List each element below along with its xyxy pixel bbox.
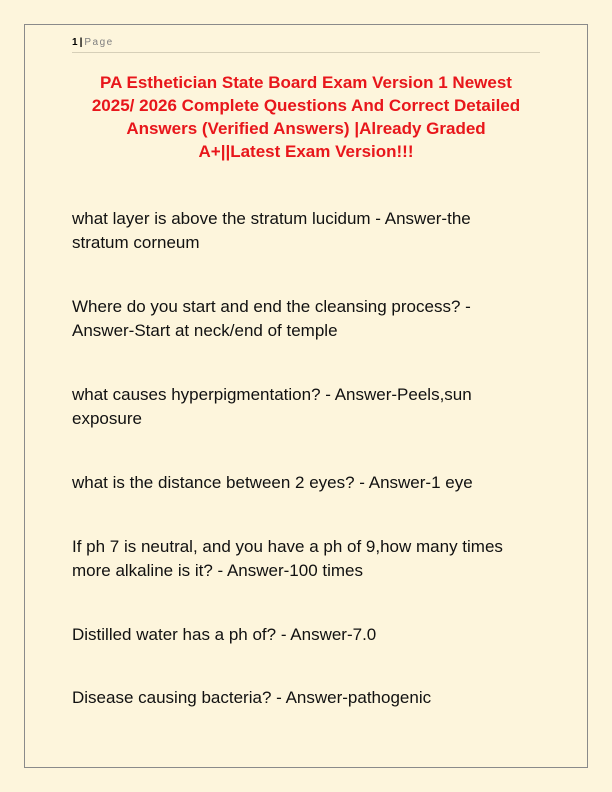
page-number: 1 [72,37,78,48]
qa-item [72,207,540,255]
qa-line: more alkaline is it? - Answer-100 times [72,561,364,580]
qa-item [72,623,540,647]
qa-line: stratum corneum [72,233,200,252]
qa-item [72,383,540,431]
title-line: PA Esthetician State Board Exam Version 1 Newest [100,73,512,92]
title-line: Answers (Verified Answers) |Already Graded [126,119,486,138]
qa-line: If ph 7 is neutral, and you have a ph of 9,how many times [72,537,503,556]
qa-line: Answer-Start at neck/end of temple [72,321,338,340]
qa-item [72,471,540,495]
qa-item [72,295,540,343]
title-line: A+||Latest Exam Version!!! [198,142,414,161]
page-header [72,36,540,53]
qa-line: what causes hyperpigmentation? - Answer-Peels,sun [72,385,472,404]
page-label: Page [84,37,114,48]
qa-line: what layer is above the stratum lucidum - Answer-the [72,209,471,228]
title-line: 2025/ 2026 Complete Questions And Correct Detailed [91,96,521,115]
qa-item [72,686,540,710]
qa-line: Distilled water has a ph of? - Answer-7.0 [72,625,377,644]
qa-line: Where do you start and end the cleansing process? - [72,297,471,316]
qa-item [72,535,540,583]
qa-line: what is the distance between 2 eyes? - Answer-1 eye [72,473,473,492]
qa-line: Disease causing bacteria? - Answer-pathogenic [72,688,432,707]
qa-line: exposure [72,409,142,428]
document-title [72,71,540,163]
page-separator: | [79,37,83,48]
